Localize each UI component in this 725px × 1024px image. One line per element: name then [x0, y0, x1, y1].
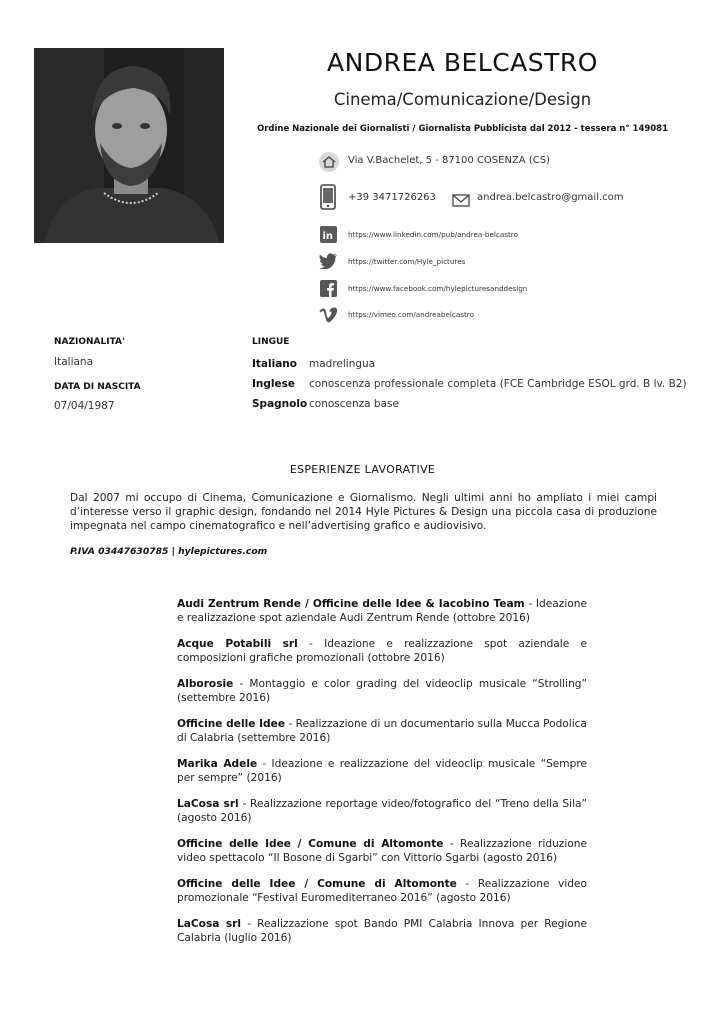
job-item: [177, 797, 587, 825]
facebook-link[interactable]: https://www.facebook.com/hylepicturesanddesign: [348, 284, 528, 293]
job-item: [177, 917, 587, 945]
job-description: - Montaggio e color grading del videoclip musicale “Strolling” (settembre 2016): [177, 678, 587, 704]
job-client: Officine delle Idee / Comune di Altomonte: [177, 838, 444, 850]
language-name: Inglese: [252, 378, 295, 390]
nationality-value: Italiana: [54, 356, 94, 368]
job-item: [177, 597, 587, 625]
vat-number: P.IVA 03447630785 | hylepictures.com: [70, 546, 268, 557]
facebook-icon: [320, 280, 337, 297]
svg-text:in: in: [322, 231, 334, 242]
job-description: - Realizzazione di un documentario sulla Mucca Podolica di Calabria (settembre 2016): [177, 718, 587, 744]
birthdate-label: DATA DI NASCITA: [54, 382, 141, 392]
experience-heading: ESPERIENZE LAVORATIVE: [289, 463, 436, 476]
job-client: LaCosa srl: [177, 918, 242, 930]
mail-icon: [452, 192, 470, 205]
nationality-label: NAZIONALITA': [54, 337, 125, 347]
profile-photo: [34, 48, 224, 243]
job-client: Marika Adele: [177, 758, 258, 770]
job-item: [177, 637, 587, 665]
language-level: madrelingua: [309, 358, 376, 370]
job-description: - Ideazione e realizzazione spot aziendale Audi Zentrum Rende (ottobre 2016): [177, 598, 587, 624]
journalist-registration: Ordine Nazionale dei Giornalisti / Giornalista Pubblicista dal 2012 - tessera n° 149081: [256, 124, 669, 134]
language-name: Italiano: [252, 358, 297, 370]
job-description: - Realizzazione reportage video/fotografico del “Treno della Sila” (agosto 2016): [177, 798, 587, 824]
job-item: [177, 757, 587, 785]
language-level: conoscenza professionale completa (FCE Cambridge ESOL grd. B lv. B2): [309, 378, 687, 390]
job-client: Officine delle Idee / Comune di Altomonte: [177, 878, 457, 890]
job-item: [177, 677, 587, 705]
job-description: - Realizzazione video promozionale “Festival Euromediterraneo 2016” (agosto 2016): [177, 878, 587, 904]
job-client: Alborosie: [177, 678, 234, 690]
address-text: Via V.Bachelet, 5 - 87100 COSENZA (CS): [348, 155, 550, 166]
job-description: - Ideazione e realizzazione spot aziendale e composizioni grafiche promozionali (ottobre 2016): [177, 638, 587, 664]
job-client: Officine delle Idee: [177, 718, 286, 730]
job-client: LaCosa srl: [177, 798, 239, 810]
birthdate-value: 07/04/1987: [54, 400, 115, 412]
linkedin-icon: [320, 226, 337, 243]
person-name: ANDREA BELCASTRO: [327, 48, 598, 77]
twitter-icon: [319, 253, 338, 269]
languages-label: LINGUE: [252, 337, 290, 347]
job-description: - Realizzazione riduzione video spettacolo “Il Bosone di Sgarbi” con Vittorio Sgarbi (agosto 2016): [177, 838, 588, 864]
job-description: - Realizzazione spot Bando PMI Calabria Innova per Regione Calabria (luglio 2016): [177, 918, 588, 944]
experience-intro: Dal 2007 mi occupo di Cinema, Comunicazione e Giornalismo. Negli ultimi anni ho ampliato i miei campi d’interesse verso il graphic design, fondando nel 2014 Hyle Pictures & Design una piccola casa di produzione impegnata nel campo cinematografico e nell’advertising grafico e audiovisivo.: [70, 492, 657, 532]
twitter-link[interactable]: https://twitter.com/Hyle_pictures: [348, 257, 466, 266]
profession-subtitle: Cinema/Comunicazione/Design: [333, 90, 592, 109]
job-client: Audi Zentrum Rende / Officine delle Idee & Iacobino Team: [177, 598, 525, 610]
language-name: Spagnolo: [252, 398, 308, 410]
portrait-image: [34, 48, 224, 243]
job-list: [177, 597, 587, 957]
home-icon: [318, 151, 338, 171]
job-item: [177, 837, 587, 865]
phone-icon: [320, 184, 336, 210]
job-item: [177, 717, 587, 745]
job-client: Acque Potabili srl: [177, 638, 298, 650]
phone-text: +39 3471726263: [348, 192, 436, 203]
linkedin-link[interactable]: https://www.linkedin.com/pub/andrea-belcastro: [348, 230, 519, 239]
email-text: andrea.belcastro@gmail.com: [477, 192, 624, 203]
vimeo-icon: [319, 307, 338, 323]
language-level: conoscenza base: [309, 398, 399, 410]
job-item: [177, 877, 587, 905]
job-description: - Ideazione e realizzazione del videoclip musicale “Sempre per sempre” (2016): [177, 758, 587, 784]
vimeo-link[interactable]: https://vimeo.com/andreabelcastro: [348, 310, 475, 319]
